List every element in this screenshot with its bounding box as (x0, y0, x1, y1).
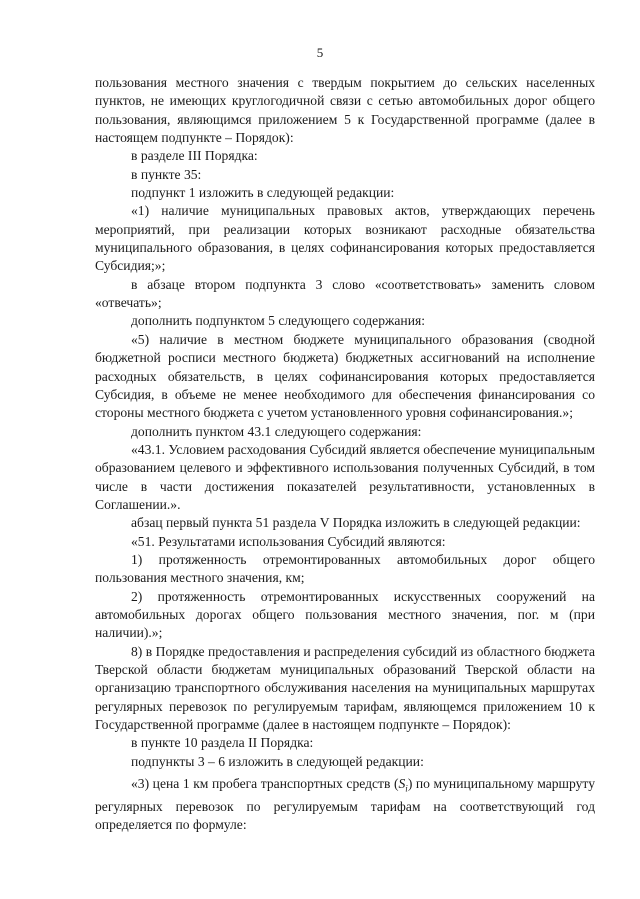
paragraph-8: «5) наличие в местном бюджете муниципального образования (сводной бюджетной росписи местного бюджета) бюджетных ассигнований на исполнение расходных обязательств, в целях софинансирования которых предоставляется Субсидия, в объеме не менее необходимого для обеспечения финансирования со стороны местного бюджета с учетом установленного уровня софинансирования.»; (95, 331, 595, 421)
paragraph-12: «51. Результатами использования Субсидий являются: (131, 533, 446, 549)
formula-symbol (398, 776, 408, 794)
paragraph-7: дополнить подпунктом 5 следующего содержания: (131, 313, 426, 329)
paragraph-9: дополнить пунктом 43.1 следующего содержания: (131, 423, 422, 439)
paragraph-4: подпункт 1 изложить в следующей редакции: (131, 185, 395, 201)
paragraph-14: 2) протяженность отремонтированных искусственных сооружений на автомобильных дорогах общего пользования местного значения, пог. м (при наличии).»; (95, 588, 595, 641)
paragraph-6: в абзаце втором подпункта 3 слово «соответствовать» заменить словом «отвечать»; (95, 276, 595, 311)
paragraph-formula (95, 775, 595, 835)
paragraph-5: «1) наличие муниципальных правовых актов, утверждающих перечень мероприятий, при реализации которых возникают расходные обязательства муниципального образования, в целях софинансирования которых предоставляется Субсидия;»; (95, 203, 595, 274)
paragraph-13: 1) протяженность отремонтированных автомобильных дорог общего пользования местного значения, км; (95, 551, 595, 586)
paragraph-10: «43.1. Условием расходования Субсидий является обеспечение муниципальным образованием целевого и эффективного использования полученных Субсидий, в том числе в части достижения показателей результативности, установленных в Соглашении.». (95, 441, 595, 512)
formula-symbol-subscript: i (405, 783, 408, 794)
paragraph-3: в пункте 35: (131, 166, 202, 182)
formula-symbol-letter: S (398, 776, 406, 792)
formula-text-after: ) по муниципальному маршруту регулярных перевозок по регулируемым тарифам на соответствующий год определяется по формуле: (95, 776, 595, 833)
paragraph-17: подпункты 3 – 6 изложить в следующей редакции: (131, 753, 424, 769)
paragraph-15: 8) в Порядке предоставления и распределения субсидий из областного бюджета Тверской области бюджетам муниципальных образований Тверской области на организацию транспортного обслуживания населения на муниципальных маршрутах регулярных перевозок по регулируемым тарифам, являющемся приложением 10 к Государственной программе (далее в настоящем подпункте – Порядок): (95, 643, 595, 733)
document-body (95, 74, 595, 835)
paragraph-16: в пункте 10 раздела II Порядка: (131, 735, 314, 751)
paragraph-11: абзац первый пункта 51 раздела V Порядка изложить в следующей редакции: (131, 515, 581, 531)
paragraph-1: пользования местного значения с твердым покрытием до сельских населенных пунктов, не имеющих круглогодичной связи с сетью автомобильных дорог общего пользования, являющимся приложением 5 к Государственной программе (далее в настоящем подпункте – Порядок): (95, 75, 595, 146)
page-number: 5 (316, 45, 324, 60)
paragraph-2: в разделе III Порядка: (131, 148, 258, 164)
formula-text-before: «3) цена 1 км пробега транспортных средств ( (131, 776, 399, 792)
